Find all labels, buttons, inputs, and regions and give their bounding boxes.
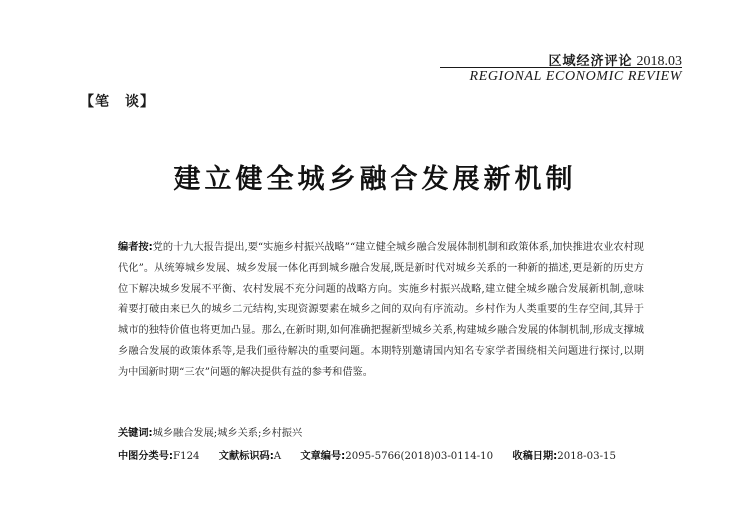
received-item: [512, 449, 616, 465]
journal-name-cn: 区域经济评论: [548, 54, 633, 69]
clc-item: [118, 449, 200, 465]
editor-note: [118, 238, 644, 384]
clc-label: 中图分类号:: [118, 451, 174, 462]
article-title: 建立健全城乡融合发展新机制: [173, 164, 577, 195]
journal-name-en: REGIONAL ECONOMIC REVIEW: [469, 69, 682, 84]
article-no-label: 文章编号:: [300, 451, 346, 462]
article-no-item: [300, 449, 493, 465]
doc-code-item: [219, 449, 281, 465]
article-meta: [118, 449, 658, 465]
clc-value: F124: [173, 451, 200, 462]
editor-note-text: 党的十九大报告提出,要“实施乡村振兴战略”“建立健全城乡融合发展体制机制和政策体系,加快推进农业农村现代化”。从统筹城乡发展、城乡发展一体化再到城乡融合发展,既是新时代对城乡关系的一种新的描述,更是新的历史方位下解决城乡发展不平衡、农村发展不充分问题的战略方向。实施乡村振兴战略,建立健全城乡融合发展新机制,意味着要打破由来已久的城乡二元结构,实现资源要素在城乡之间的双向有序流动。乡村作为人类重要的生存空间,其异于城市的独特价值也将更加凸显。那么,在新时期,如何准确把握新型城乡关系,构建城乡融合发展的体制机制,形成支撑城乡融合发展的政策体系等,是我们亟待解决的重要问题。本期特别邀请国内知名专家学者围绕相关问题进行探讨,以期为中国新时期“三农”问题的解决提供有益的参考和借鉴。: [118, 242, 644, 378]
journal-issue: 2018.03: [636, 54, 682, 69]
header-rule: [440, 67, 682, 68]
keywords-label: 关键词:: [118, 428, 153, 439]
received-label: 收稿日期:: [512, 451, 558, 462]
doc-code-value: A: [273, 451, 282, 462]
doc-code-label: 文献标识码:: [218, 451, 274, 462]
section-tag: 【笔 谈】: [80, 94, 155, 110]
keywords-text: 城乡融合发展;城乡关系;乡村振兴: [152, 428, 303, 439]
article-no-value: 2095-5766(2018)03-0114-10: [345, 451, 494, 462]
editor-note-label: 编者按:: [118, 242, 153, 253]
keywords-line: [118, 426, 648, 442]
received-value: 2018-03-15: [557, 451, 616, 462]
